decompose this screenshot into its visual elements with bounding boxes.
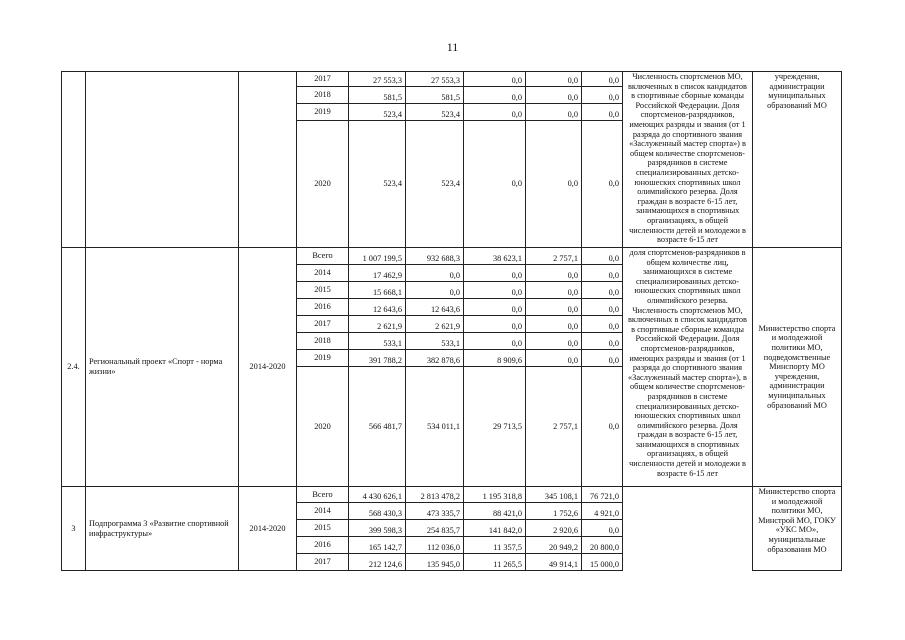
amount-cell: 399 598,3: [349, 520, 406, 537]
amount-cell: 2 757,1: [526, 367, 582, 487]
year-cell: 2020: [297, 121, 349, 248]
amount-cell: 0,0: [582, 350, 623, 367]
amount-cell: 88 421,0: [464, 503, 526, 520]
amount-cell: 12 643,6: [406, 299, 464, 316]
indicator-text: [623, 487, 753, 571]
row-period: 2014-2020: [239, 248, 297, 487]
amount-cell: 0,0: [582, 316, 623, 333]
year-cell: 2014: [297, 503, 349, 520]
amount-cell: 533,1: [406, 333, 464, 350]
amount-cell: 0,0: [526, 299, 582, 316]
row-name: Подпрограмма 3 «Развитие спортивной инфраструктуры»: [86, 487, 239, 571]
amount-cell: 932 688,3: [406, 248, 464, 265]
amount-cell: 38 623,1: [464, 248, 526, 265]
row-period: 2014-2020: [239, 487, 297, 571]
amount-cell: 0,0: [464, 265, 526, 282]
table-row: [62, 248, 842, 265]
amount-cell: 0,0: [464, 104, 526, 121]
executor-text: учреждения, администрации муниципальных образований МО: [753, 72, 842, 248]
amount-cell: 0,0: [582, 121, 623, 248]
amount-cell: 0,0: [582, 265, 623, 282]
amount-cell: 534 011,1: [406, 367, 464, 487]
amount-cell: 11 357,5: [464, 537, 526, 554]
amount-cell: 2 621,9: [349, 316, 406, 333]
year-cell: 2019: [297, 350, 349, 367]
year-cell: 2018: [297, 333, 349, 350]
amount-cell: 1 007 199,5: [349, 248, 406, 265]
amount-cell: 2 621,9: [406, 316, 464, 333]
amount-cell: 212 124,6: [349, 554, 406, 571]
amount-cell: 0,0: [526, 282, 582, 299]
amount-cell: 0,0: [406, 265, 464, 282]
amount-cell: 0,0: [582, 248, 623, 265]
row-code: 3: [62, 487, 86, 571]
amount-cell: 523,4: [406, 104, 464, 121]
year-cell: Всего: [297, 487, 349, 503]
amount-cell: 473 335,7: [406, 503, 464, 520]
amount-cell: 0,0: [582, 87, 623, 104]
amount-cell: 0,0: [526, 350, 582, 367]
amount-cell: 523,4: [349, 121, 406, 248]
amount-cell: 4 921,0: [582, 503, 623, 520]
amount-cell: 0,0: [526, 72, 582, 87]
year-cell: 2017: [297, 72, 349, 87]
amount-cell: 254 835,7: [406, 520, 464, 537]
row-code: [62, 72, 86, 248]
amount-cell: 382 878,6: [406, 350, 464, 367]
indicator-text: доля спортсменов-разрядников в общем количестве лиц, занимающихся в системе специализированных детско-юношеских спортивных школ олимпийского резерва. Численность спортсменов МО, включенных в список кандидатов в спортивные сборные команды Российской Федерации. Доля спортсменов-разрядников, имеющих разряды и звания (от 1 разряда до спортивного звания «Заслуженный мастер спорта»), в общем количестве спортсменов-разрядников в системе специализированных детско-юношеских спортивных школ олимпийского резерва. Доля граждан в возрасте 6-15 лет, занимающихся в спортивных организациях, в общей численности детей и молодежи в возрасте 6-15 лет: [623, 248, 753, 487]
amount-cell: 523,4: [349, 104, 406, 121]
amount-cell: 76 721,0: [582, 487, 623, 503]
amount-cell: 1 752,6: [526, 503, 582, 520]
amount-cell: 581,5: [349, 87, 406, 104]
program-budget-table: [61, 71, 842, 571]
amount-cell: 2 920,6: [526, 520, 582, 537]
year-cell: 2015: [297, 282, 349, 299]
amount-cell: 20 949,2: [526, 537, 582, 554]
amount-cell: 566 481,7: [349, 367, 406, 487]
row-code: 2.4.: [62, 248, 86, 487]
amount-cell: 533,1: [349, 333, 406, 350]
amount-cell: 568 430,3: [349, 503, 406, 520]
amount-cell: 135 945,0: [406, 554, 464, 571]
amount-cell: 0,0: [464, 87, 526, 104]
amount-cell: 0,0: [582, 72, 623, 87]
amount-cell: 12 643,6: [349, 299, 406, 316]
amount-cell: 0,0: [406, 282, 464, 299]
amount-cell: 8 909,6: [464, 350, 526, 367]
amount-cell: 523,4: [406, 121, 464, 248]
year-cell: 2020: [297, 367, 349, 487]
year-cell: Всего: [297, 248, 349, 265]
amount-cell: 581,5: [406, 87, 464, 104]
amount-cell: 27 553,3: [406, 72, 464, 87]
table-row: [62, 72, 842, 87]
amount-cell: 1 195 318,8: [464, 487, 526, 503]
year-cell: 2019: [297, 104, 349, 121]
amount-cell: 112 036,0: [406, 537, 464, 554]
row-name: [86, 72, 239, 248]
year-cell: 2016: [297, 299, 349, 316]
amount-cell: 0,0: [464, 299, 526, 316]
amount-cell: 141 842,0: [464, 520, 526, 537]
amount-cell: 29 713,5: [464, 367, 526, 487]
amount-cell: 0,0: [526, 333, 582, 350]
amount-cell: 0,0: [582, 104, 623, 121]
amount-cell: 0,0: [464, 282, 526, 299]
year-cell: 2016: [297, 537, 349, 554]
amount-cell: 0,0: [582, 520, 623, 537]
indicator-text: Численность спортсменов МО, включенных в список кандидатов в спортивные сборные команды Российской Федерации. Доля спортсменов-разрядников, имеющих разряды и звания (от 1 разряда до спортивного звания «Заслуженный мастер спорта») в общем количестве спортсменов-разрядников в системе специализированных детско-юношеских спортивных школ олимпийского резерва. Доля граждан в возрасте 6-15 лет, занимающихся в спортивных организациях, в общей численности детей и молодежи в возрасте 6-15 лет: [623, 72, 753, 248]
amount-cell: 391 788,2: [349, 350, 406, 367]
year-cell: 2014: [297, 265, 349, 282]
table-row: [62, 487, 842, 503]
executor-text: Министерство спорта и молодежной политики МО, Минстрой МО, ГОКУ «УКС МО», муниципальные образования МО: [753, 487, 842, 571]
year-cell: 2017: [297, 316, 349, 333]
row-period: [239, 72, 297, 248]
amount-cell: 2 813 478,2: [406, 487, 464, 503]
page-number: 11: [446, 40, 459, 54]
year-cell: 2017: [297, 554, 349, 571]
amount-cell: 0,0: [582, 333, 623, 350]
amount-cell: 15 000,0: [582, 554, 623, 571]
amount-cell: 0,0: [526, 316, 582, 333]
amount-cell: 11 265,5: [464, 554, 526, 571]
amount-cell: 20 800,0: [582, 537, 623, 554]
amount-cell: 15 668,1: [349, 282, 406, 299]
amount-cell: 0,0: [526, 104, 582, 121]
amount-cell: 0,0: [464, 121, 526, 248]
amount-cell: 0,0: [464, 333, 526, 350]
amount-cell: 17 462,9: [349, 265, 406, 282]
amount-cell: 2 757,1: [526, 248, 582, 265]
year-cell: 2015: [297, 520, 349, 537]
amount-cell: 0,0: [526, 87, 582, 104]
amount-cell: 165 142,7: [349, 537, 406, 554]
year-cell: 2018: [297, 87, 349, 104]
amount-cell: 0,0: [582, 299, 623, 316]
amount-cell: 0,0: [464, 72, 526, 87]
amount-cell: 345 108,1: [526, 487, 582, 503]
amount-cell: 0,0: [582, 367, 623, 487]
amount-cell: 4 430 626,1: [349, 487, 406, 503]
executor-text: Министерство спорта и молодежной политики МО, подведомственные Минспорту МО учреждения, администрации муниципальных образований МО: [753, 248, 842, 487]
row-name: Региональный проект «Спорт - норма жизни»: [86, 248, 239, 487]
amount-cell: 0,0: [582, 282, 623, 299]
amount-cell: 27 553,3: [349, 72, 406, 87]
amount-cell: 0,0: [526, 121, 582, 248]
amount-cell: 0,0: [464, 316, 526, 333]
amount-cell: 49 914,1: [526, 554, 582, 571]
amount-cell: 0,0: [526, 265, 582, 282]
